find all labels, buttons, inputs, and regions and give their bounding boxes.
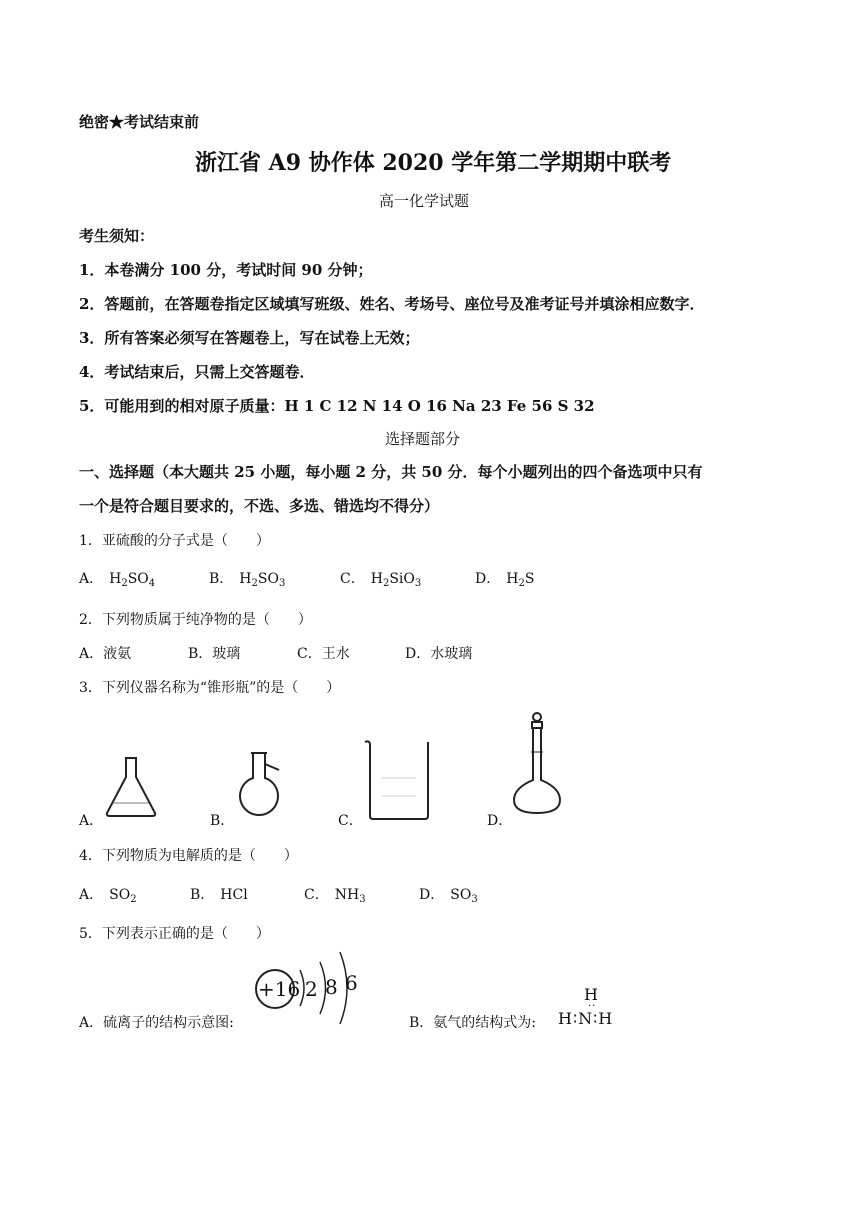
- question-3-option-b-label: B．: [210, 813, 235, 829]
- question-1-stem: 1．亚硫酸的分子式是（ ）: [79, 533, 270, 549]
- question-5-stem: 5．下列表示正确的是（ ）: [79, 926, 270, 942]
- ammonia-structural-formula: [558, 985, 628, 1033]
- question-5-option-b: B．氨气的结构式为:: [409, 1015, 537, 1031]
- shell-electrons: 8: [325, 975, 338, 999]
- notice-item: 1．本卷满分 100 分，考试时间 90 分钟；: [79, 261, 373, 279]
- confidential-label: 绝密★考试结束前: [79, 113, 200, 131]
- question-2-option-a: A．液氨: [79, 646, 132, 662]
- question-1-option-b: B． $H_2SO_3$: [209, 571, 286, 589]
- question-3-option-c-label: C．: [338, 813, 363, 829]
- formula-main-line: H∶N∶H: [558, 1009, 614, 1028]
- question-4-option-c: C． $NH_3$: [304, 887, 366, 905]
- formula-top-atom: H: [584, 985, 598, 1004]
- question-4-option-a: A． $SO_2$: [79, 887, 137, 905]
- question-1-option-a: A． $H_2SO_4$: [79, 571, 156, 589]
- question-2-stem: 2．下列物质属于纯净物的是（ ）: [79, 612, 312, 628]
- sulfide-ion-structure-diagram: [254, 948, 364, 1024]
- section-title: 选择题部分: [385, 430, 461, 448]
- nucleus-charge: +16: [258, 977, 301, 1001]
- notice-item: 4．考试结束后，只需上交答题卷．: [79, 363, 315, 381]
- question-4-option-d: D． $SO_3$: [419, 887, 478, 905]
- section-instructions: 一、选择题（本大题共 25 小题，每小题 2 分，共 50 分．每个小题列出的四个备选项中只有: [79, 463, 703, 481]
- notice-item: 2．答题前，在答题卷指定区域填写班级、姓名、考场号、座位号及准考证号并填涂相应数字．: [79, 295, 705, 313]
- section-instructions: 一个是符合题目要求的，不选、多选、错选均不得分）: [79, 497, 440, 515]
- distilling-flask-icon: [232, 750, 288, 822]
- notice-heading: 考生须知：: [79, 227, 155, 245]
- question-2-option-d: D．水玻璃: [405, 646, 473, 662]
- question-2-option-c: C．王水: [297, 646, 350, 662]
- beaker-icon: [362, 738, 434, 822]
- question-3-option-a-label: A．: [79, 813, 104, 829]
- question-1-option-d: D． $H_2S$: [475, 571, 535, 589]
- question-3-option-d-label: D．: [487, 813, 513, 829]
- question-4-option-b: B． HCl: [190, 887, 248, 903]
- notice-item: 3．所有答案必须写在答题卷上，写在试卷上无效；: [79, 329, 420, 347]
- lone-pair-dots: ··: [588, 1001, 597, 1012]
- question-1-option-c: C． $H_2SiO_3$: [340, 571, 422, 589]
- erlenmeyer-flask-icon: [103, 755, 159, 819]
- question-4-stem: 4．下列物质为电解质的是（ ）: [79, 848, 298, 864]
- question-2-option-b: B．玻璃: [188, 646, 241, 662]
- question-3-stem: 3．下列仪器名称为“锥形瓶”的是（ ）: [79, 680, 341, 696]
- shell-electrons: 6: [345, 971, 358, 995]
- shell-electrons: 2: [305, 977, 318, 1001]
- page-title: 浙江省 A9 协作体 2020 学年第二学期期中联考: [195, 150, 672, 176]
- notice-item: 5．可能用到的相对原子质量：H 1 C 12 N 14 O 16 Na 23 Fe 56 S 32: [79, 397, 595, 415]
- page-subtitle: 高一化学试题: [379, 192, 470, 210]
- volumetric-flask-icon: [510, 712, 564, 818]
- question-5-option-a: A．硫离子的结构示意图:: [79, 1015, 234, 1031]
